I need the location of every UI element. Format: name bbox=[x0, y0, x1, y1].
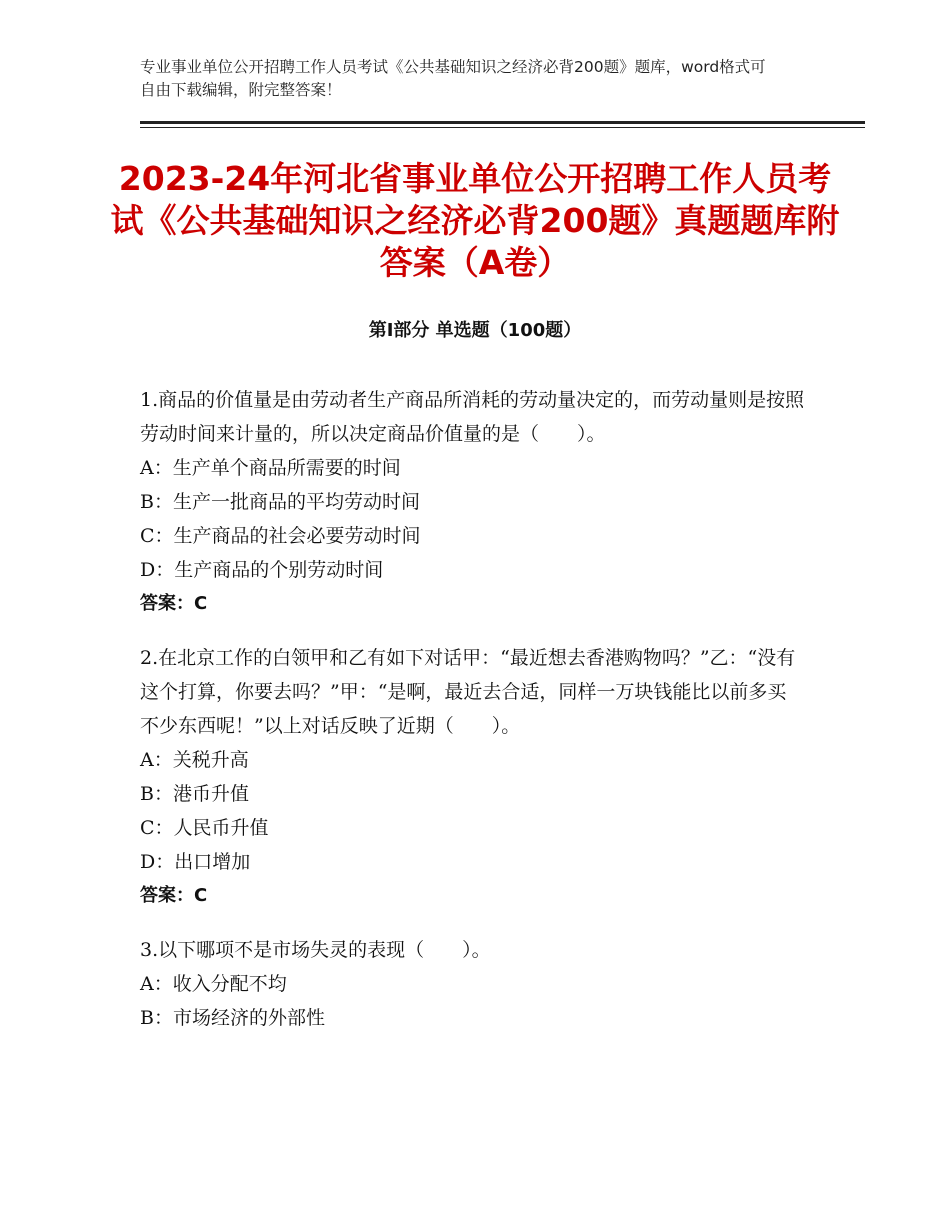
question-list bbox=[140, 383, 805, 1055]
option-a: A：关税升高 bbox=[140, 749, 249, 771]
option-d: D：生产商品的个别劳动时间 bbox=[140, 559, 384, 581]
option-a: A：收入分配不均 bbox=[140, 973, 287, 995]
question-2 bbox=[140, 641, 805, 913]
option-c: C：生产商品的社会必要劳动时间 bbox=[140, 525, 421, 547]
question-1 bbox=[140, 383, 805, 621]
answer: 答案：C bbox=[140, 593, 208, 614]
answer: 答案：C bbox=[140, 885, 208, 906]
header-rule-thick bbox=[140, 121, 865, 124]
document-title: 2023-24年河北省事业单位公开招聘工作人员考试《公共基础知识之经济必背200题》真题题库附答案（A卷） bbox=[110, 159, 840, 282]
option-b: B：港币升值 bbox=[140, 783, 249, 805]
question-text: 1.商品的价值量是由劳动者生产商品所消耗的劳动量决定的，而劳动量则是按照劳动时间来计量的，所以决定商品价值量的是（ ）。 bbox=[140, 389, 805, 445]
question-text: 2.在北京工作的白领甲和乙有如下对话甲：“最近想去香港购物吗？”乙：“没有这个打算，你要去吗？”甲：“是啊，最近去合适，同样一万块钱能比以前多买不少东西呢！”以上对话反映了近期（ ）。 bbox=[140, 647, 796, 737]
option-b: B：生产一批商品的平均劳动时间 bbox=[140, 491, 420, 513]
header-note: 专业事业单位公开招聘工作人员考试《公共基础知识之经济必背200题》题库，word格式可自由下载编辑，附完整答案！ bbox=[140, 58, 766, 99]
question-text: 3.以下哪项不是市场失灵的表现（ ）。 bbox=[140, 939, 491, 961]
option-b: B：市场经济的外部性 bbox=[140, 1007, 325, 1029]
option-a: A：生产单个商品所需要的时间 bbox=[140, 457, 401, 479]
option-d: D：出口增加 bbox=[140, 851, 251, 873]
section-title: 第Ⅰ部分 单选题（100题） bbox=[368, 320, 582, 341]
question-3 bbox=[140, 933, 805, 1035]
header-rule-thin bbox=[140, 127, 865, 128]
option-c: C：人民币升值 bbox=[140, 817, 269, 839]
